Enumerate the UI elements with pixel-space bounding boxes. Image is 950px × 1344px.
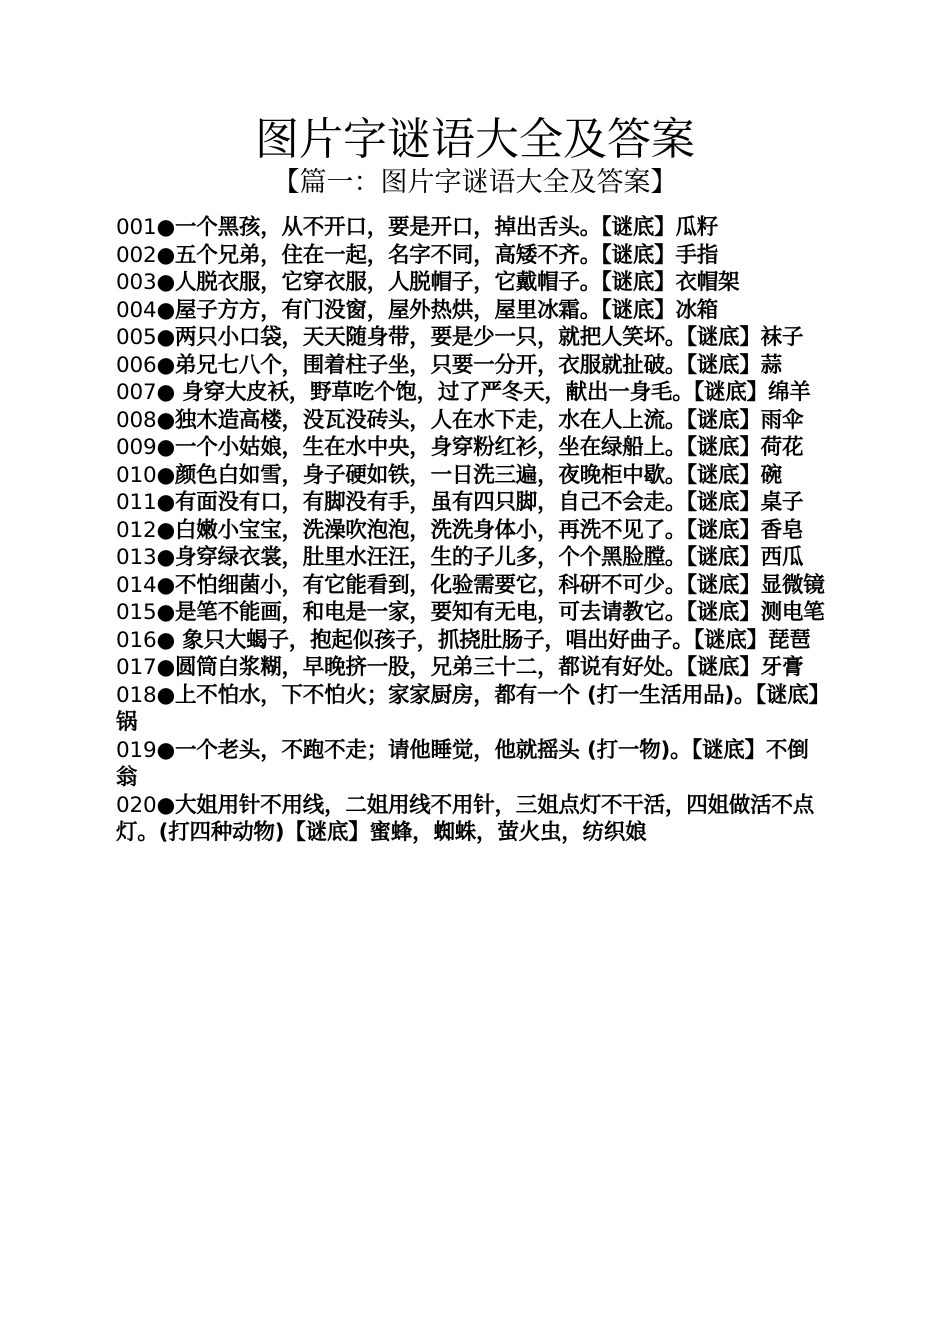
riddle-number: 008: [116, 407, 157, 433]
riddle-item: [116, 599, 826, 627]
riddle-item: [116, 737, 826, 792]
bullet-icon: ●: [156, 462, 175, 488]
bullet-icon: ●: [156, 242, 175, 268]
riddle-text: 上不怕水，下不怕火；家家厨房，都有一个 (打一生活用品)。【谜底】锅: [116, 682, 820, 735]
bullet-icon: ●: [156, 572, 175, 598]
bullet-icon: ●: [156, 600, 175, 625]
bullet-icon: ●: [156, 490, 175, 515]
riddle-number: 014: [116, 572, 157, 598]
riddle-item: [116, 324, 826, 352]
riddle-item: [116, 544, 826, 572]
riddle-number: 001: [116, 215, 157, 240]
riddle-item: [116, 407, 826, 435]
riddle-text: 弟兄七八个，围着柱子坐，只要一分开，衣服就扯破。【谜底】蒜: [175, 352, 782, 378]
riddle-number: 010: [116, 462, 157, 488]
riddle-number: 011: [116, 490, 157, 515]
bullet-icon: ●: [156, 655, 175, 680]
riddle-text: 白嫩小宝宝，洗澡吹泡泡，洗洗身体小，再洗不见了。【谜底】香皂: [175, 517, 804, 543]
document-title: 图片字谜语大全及答案: [255, 114, 695, 165]
riddle-number: 019: [116, 737, 157, 763]
riddle-number: 018: [116, 682, 157, 708]
bullet-icon: ●: [156, 517, 175, 543]
riddle-number: 004: [116, 297, 157, 323]
bullet-icon: ●: [156, 215, 175, 240]
bullet-icon: ●: [156, 627, 175, 653]
riddle-item: [116, 242, 826, 270]
riddle-item: [116, 517, 826, 545]
riddle-number: 009: [116, 435, 157, 460]
riddle-item: [116, 654, 826, 682]
riddle-item: [116, 627, 826, 655]
riddle-text: 大姐用针不用线，二姐用线不用针，三姐点灯不干活，四姐做活不点灯。(打四种动物)【谜底】蜜蜂，蜘蛛，萤火虫，纺织娘: [116, 792, 815, 845]
riddle-text: 有面没有口，有脚没有手，虽有四只脚，自己不会走。【谜底】桌子: [175, 490, 804, 515]
riddle-text: 独木造高楼，没瓦没砖头，人在水下走，水在人上流。【谜底】雨伞: [175, 407, 804, 433]
riddle-text: 一个老头，不跑不走；请他睡觉，他就摇头 (打一物)。【谜底】不倒翁: [116, 737, 809, 790]
riddle-number: 012: [116, 517, 157, 543]
bullet-icon: ●: [156, 352, 175, 378]
riddle-text: 身穿绿衣裳，肚里水汪汪，生的子儿多，个个黑脸膛。【谜底】西瓜: [175, 545, 804, 570]
riddle-number: 006: [116, 352, 157, 378]
riddle-item: [116, 572, 826, 600]
bullet-icon: ●: [156, 737, 175, 763]
riddle-item: [116, 297, 826, 325]
riddle-number: 003: [116, 270, 157, 295]
riddle-item: [116, 682, 826, 737]
riddle-item: [116, 214, 826, 242]
riddle-text: 人脱衣服，它穿衣服，人脱帽子，它戴帽子。【谜底】衣帽架: [175, 270, 740, 295]
bullet-icon: ●: [156, 435, 175, 460]
riddle-number: 017: [116, 655, 157, 680]
riddle-item: [116, 792, 826, 847]
riddle-number: 013: [116, 545, 157, 570]
riddle-item: [116, 462, 826, 490]
riddle-item: [116, 379, 826, 407]
riddle-number: 016: [116, 627, 157, 653]
riddle-item: [116, 489, 826, 517]
riddle-text: 一个黑孩，从不开口，要是开口，掉出舌头。【谜底】瓜籽: [175, 215, 719, 240]
riddle-text: 颜色白如雪，身子硬如铁，一日洗三遍，夜晚柜中歇。【谜底】碗: [175, 462, 782, 488]
bullet-icon: ●: [156, 270, 175, 295]
riddle-number: 007: [116, 380, 157, 405]
bullet-icon: ●: [156, 545, 175, 570]
riddle-item: [116, 352, 826, 380]
riddle-text: 身穿大皮袄，野草吃个饱，过了严冬天，献出一身毛。【谜底】绵羊: [175, 380, 811, 405]
riddle-text: 两只小口袋，天天随身带，要是少一只，就把人笑坏。【谜底】袜子: [175, 325, 804, 350]
riddle-list: [116, 214, 826, 847]
riddle-item: [116, 269, 826, 297]
riddle-text: 圆筒白浆糊，早晚挤一股，兄弟三十二，都说有好处。【谜底】牙膏: [175, 655, 804, 680]
riddle-number: 005: [116, 325, 157, 350]
document-subtitle: 【篇一：图片字谜语大全及答案】: [272, 167, 678, 198]
riddle-text: 象只大蝎子，抱起似孩子，抓挠肚肠子，唱出好曲子。【谜底】琵琶: [175, 627, 811, 653]
riddle-text: 屋子方方，有门没窗，屋外热烘，屋里冰霜。【谜底】冰箱: [175, 297, 719, 323]
riddle-number: 002: [116, 242, 157, 268]
riddle-item: [116, 434, 826, 462]
bullet-icon: ●: [156, 682, 175, 708]
bullet-icon: ●: [156, 380, 175, 405]
riddle-text: 不怕细菌小，有它能看到，化验需要它，科研不可少。【谜底】显微镜: [175, 572, 825, 598]
riddle-text: 五个兄弟，住在一起，名字不同，高矮不齐。【谜底】手指: [175, 242, 719, 268]
bullet-icon: ●: [156, 407, 175, 433]
riddle-text: 是笔不能画，和电是一家，要知有无电，可去请教它。【谜底】测电笔: [175, 600, 825, 625]
riddle-text: 一个小姑娘，生在水中央，身穿粉红衫，坐在绿船上。【谜底】荷花: [175, 435, 804, 460]
riddle-number: 015: [116, 600, 157, 625]
bullet-icon: ●: [156, 297, 175, 323]
bullet-icon: ●: [156, 325, 175, 350]
bullet-icon: ●: [156, 792, 175, 818]
riddle-number: 020: [116, 792, 157, 818]
